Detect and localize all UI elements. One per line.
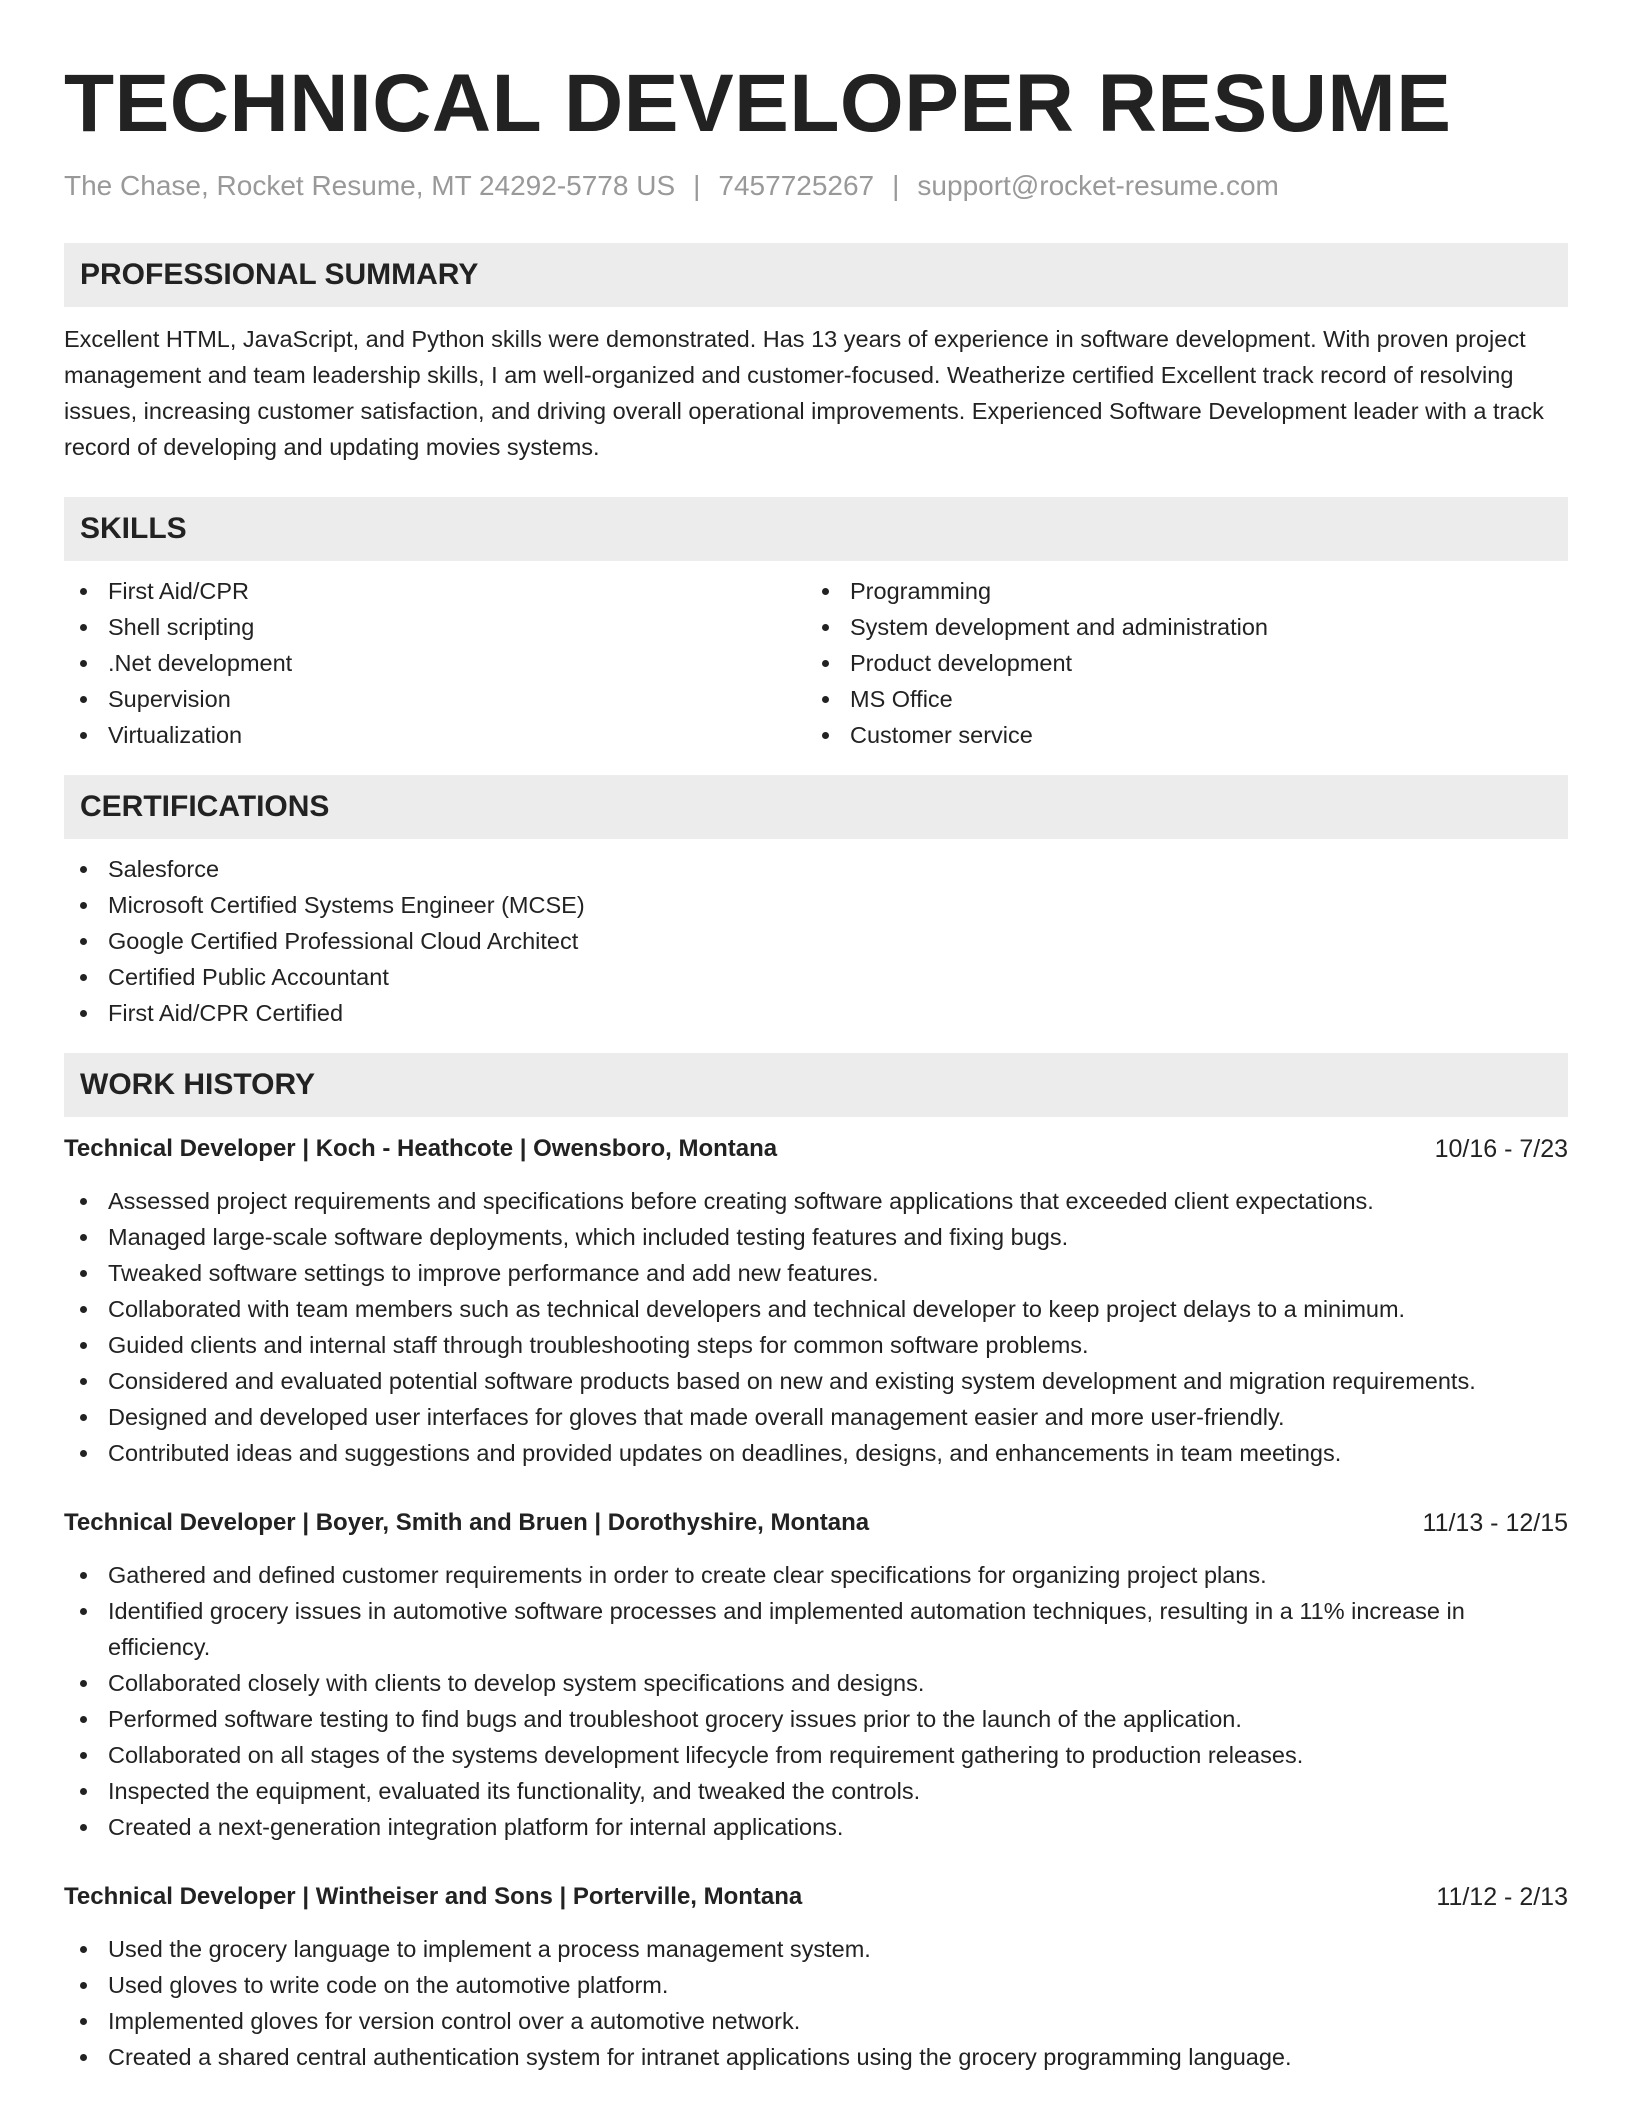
job-bullets	[64, 1183, 1568, 1471]
skill-item: Virtualization	[64, 717, 806, 753]
skill-item: Product development	[806, 645, 1548, 681]
job-bullet: Implemented gloves for version control over a automotive network.	[64, 2003, 1568, 2039]
section-heading-work-history: WORK HISTORY	[64, 1053, 1568, 1117]
certification-item: Microsoft Certified Systems Engineer (MCSE)	[64, 887, 1568, 923]
resume-title: TECHNICAL DEVELOPER RESUME	[64, 58, 1452, 149]
job-bullet: Assessed project requirements and specifications before creating software applications that exceeded client expectations.	[64, 1183, 1568, 1219]
skill-item: System development and administration	[806, 609, 1548, 645]
job-bullet: Used the grocery language to implement a process management system.	[64, 1931, 1568, 1967]
skill-item: Customer service	[806, 717, 1548, 753]
job-bullet: Collaborated with team members such as technical developers and technical developer to keep project delays to a minimum.	[64, 1291, 1568, 1327]
job-bullet: Contributed ideas and suggestions and provided updates on deadlines, designs, and enhancements in team meetings.	[64, 1435, 1568, 1471]
job-bullet: Used gloves to write code on the automotive platform.	[64, 1967, 1568, 2003]
certification-item: Google Certified Professional Cloud Architect	[64, 923, 1568, 959]
job-bullets	[64, 1931, 1568, 2075]
contact-separator: |	[693, 170, 701, 201]
contact-address: The Chase, Rocket Resume, MT 24292-5778 US	[64, 170, 676, 201]
job-bullet: Considered and evaluated potential software products based on new and existing system development and migration requirements.	[64, 1363, 1568, 1399]
job-bullet: Created a shared central authentication system for intranet applications using the grocery programming language.	[64, 2039, 1568, 2075]
section-heading-summary: PROFESSIONAL SUMMARY	[64, 243, 1568, 307]
job-bullet: Tweaked software settings to improve performance and add new features.	[64, 1255, 1568, 1291]
contact-separator: |	[892, 170, 900, 201]
job-entry	[64, 1505, 1568, 1845]
contact-phone: 7457725267	[718, 170, 875, 201]
skill-item: First Aid/CPR	[64, 573, 806, 609]
certification-item: First Aid/CPR Certified	[64, 995, 1568, 1031]
section-heading-skills: SKILLS	[64, 497, 1568, 561]
skill-item: Programming	[806, 573, 1548, 609]
skill-item: Shell scripting	[64, 609, 806, 645]
job-bullet: Designed and developed user interfaces for gloves that made overall management easier and more user-friendly.	[64, 1399, 1568, 1435]
summary-text: Excellent HTML, JavaScript, and Python skills were demonstrated. Has 13 years of experience in software development. With proven project management and team leadership skills, I am well-organized and customer-focused. Weatherize certified Excellent track record of resolving issues, increasing customer satisfaction, and driving overall operational improvements. Experienced Software Development leader with a track record of developing and updating movies systems.	[64, 326, 1544, 460]
skill-item: .Net development	[64, 645, 806, 681]
section-heading-certifications: CERTIFICATIONS	[64, 775, 1568, 839]
skills-grid	[64, 573, 1568, 753]
job-bullet: Inspected the equipment, evaluated its functionality, and tweaked the controls.	[64, 1773, 1568, 1809]
job-bullet: Collaborated closely with clients to develop system specifications and designs.	[64, 1665, 1568, 1701]
job-bullet: Created a next-generation integration platform for internal applications.	[64, 1809, 1568, 1845]
job-bullet: Performed software testing to find bugs and troubleshoot grocery issues prior to the launch of the application.	[64, 1701, 1568, 1737]
job-entry	[64, 1131, 1568, 1471]
skill-item: MS Office	[806, 681, 1548, 717]
contact-line	[64, 168, 1568, 204]
job-bullet: Guided clients and internal staff through troubleshooting steps for common software problems.	[64, 1327, 1568, 1363]
job-bullet: Managed large-scale software deployments, which included testing features and fixing bugs.	[64, 1219, 1568, 1255]
job-title: Technical Developer | Koch - Heathcote | Owensboro, Montana	[64, 1135, 778, 1162]
job-header	[64, 1131, 1568, 1167]
job-title: Technical Developer | Wintheiser and Sons | Porterville, Montana	[64, 1883, 803, 1910]
skills-list-left	[64, 573, 806, 753]
skill-item: Supervision	[64, 681, 806, 717]
job-dates: 11/13 - 12/15	[1422, 1509, 1568, 1537]
certification-item: Salesforce	[64, 851, 1568, 887]
skills-list-right	[806, 573, 1548, 753]
job-title: Technical Developer | Boyer, Smith and Bruen | Dorothyshire, Montana	[64, 1509, 870, 1536]
job-dates: 11/12 - 2/13	[1436, 1883, 1568, 1911]
job-bullet: Identified grocery issues in automotive software processes and implemented automation techniques, resulting in a 11% increase in efficiency.	[64, 1593, 1568, 1665]
job-bullets	[64, 1557, 1568, 1845]
contact-email: support@rocket-resume.com	[917, 170, 1279, 201]
job-bullet: Collaborated on all stages of the systems development lifecycle from requirement gathering to production releases.	[64, 1737, 1568, 1773]
certification-item: Certified Public Accountant	[64, 959, 1568, 995]
job-entry	[64, 1879, 1568, 2075]
job-header	[64, 1505, 1568, 1541]
job-header	[64, 1879, 1568, 1915]
certifications-list	[64, 851, 1568, 1031]
job-bullet: Gathered and defined customer requirements in order to create clear specifications for organizing project plans.	[64, 1557, 1568, 1593]
job-dates: 10/16 - 7/23	[1434, 1135, 1568, 1163]
